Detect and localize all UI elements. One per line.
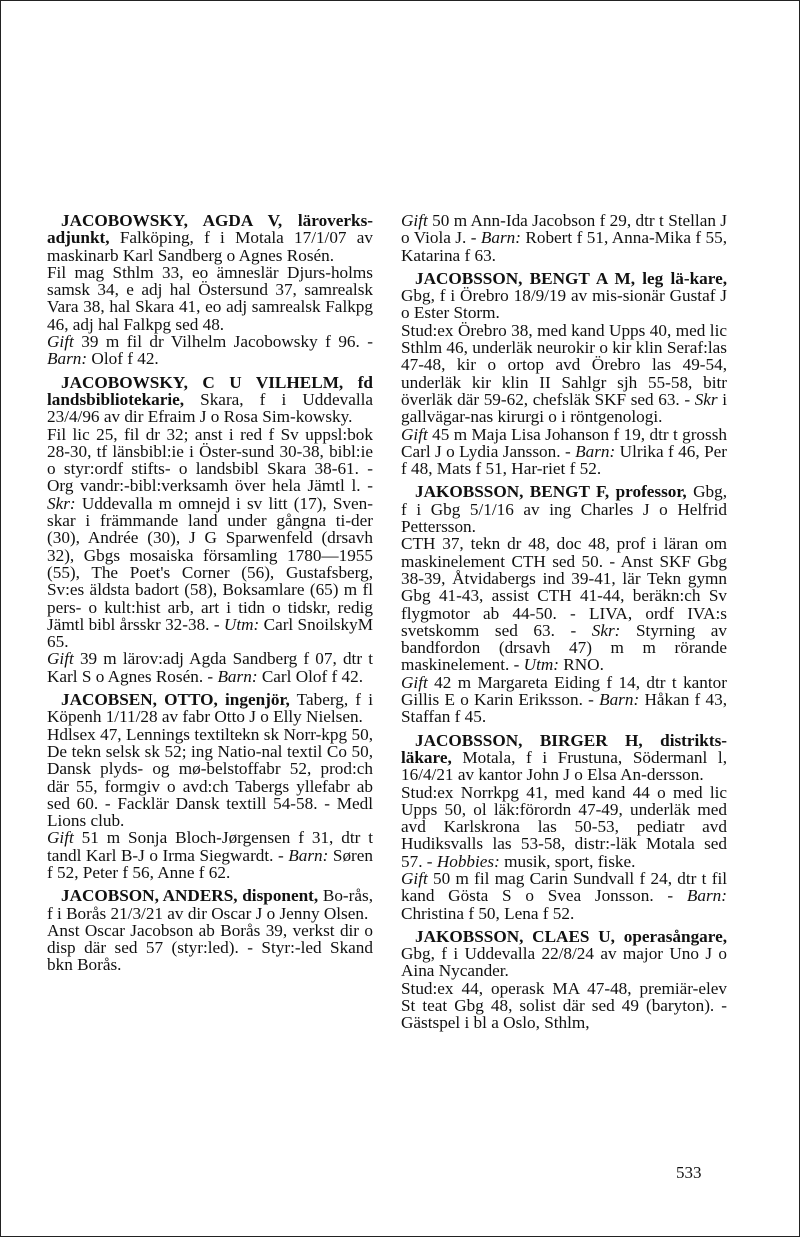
entry-title: läroverks-adjunkt, <box>47 211 373 248</box>
entry-jacobsson-bengt-am <box>401 270 727 478</box>
utm-label: Utm: <box>523 655 559 675</box>
gift-label: Gift <box>47 332 74 352</box>
gift-label: Gift <box>401 424 428 444</box>
barn-label: Barn: <box>599 690 640 710</box>
gift-label: Gift <box>401 211 428 230</box>
entry-body: Fil mag Sthlm 33, eo ämneslär Djurs-holms samsk 34, e adj hal Östersund 37, samrealsk Vara 38, hal Skara 41, eo adj samrealsk Falkpg 46, adj hal Falkpg sed 48. <box>47 262 373 334</box>
skr-label: Skr <box>694 389 718 409</box>
barn-label: Barn: <box>47 349 88 369</box>
entry-body: Stud:ex Örebro 38, med kand Upps 40, med lic Sthlm 46, underläk neurokir o kir klin Seraf:las 47-48, kir o ortop avd Örebro las 49-54, underläk kir klin II Sahlgr sjh 55-58, bitr överläk där 59-62, chefsläk SKF sed 63. - <box>401 320 727 409</box>
entry-barn: Søren f 52, Peter f 56, Anne f 62. <box>47 845 373 882</box>
barn-label: Barn: <box>288 845 329 865</box>
entry-name: JACOBOWSKY, C U VILHELM, <box>61 372 344 392</box>
entry-name: JACOBSON, ANDERS, <box>61 886 238 906</box>
entry-name: JAKOBSSON, CLAES U, <box>415 926 615 946</box>
entry-utm: RNO. <box>563 655 604 675</box>
entry-skr: Styrning av bandfordon (drsavh 47) m m rörande maskinelement. - <box>401 620 728 675</box>
barn-label: Barn: <box>575 441 616 461</box>
entry-name: JACOBOWSKY, AGDA V, <box>61 211 283 230</box>
utm-label: Utm: <box>223 614 260 634</box>
entry-gift: 50 m Ann-Ida Jacobson f 29, dtr t Stellan J o Viola J. - <box>401 211 728 248</box>
entry-title: professor, <box>615 482 687 502</box>
entry-barn: Robert f 51, Anna-Mika f 55, Katarina f 63. <box>401 228 728 265</box>
left-column <box>47 212 373 980</box>
entry-intro: Motala, f i Frustuna, Södermanl l, 16/4/21 av kantor John J o Elsa An-dersson. <box>401 747 727 785</box>
entry-gift: 39 m fil dr Vilhelm Jacobowsky f 96. - <box>81 332 373 352</box>
entry-body: CTH 37, tekn dr 48, doc 48, prof i läran om maskinelement CTH sed 50. - Anst SKF Gbg 38-39, Åtvidabergs ind 39-41, lär Tekn gymn Gbg 41-43, assist CTH 41-44, beräkn:ch Sv flygmotor ab 44-50. - LIVA, ordf IVA:s svetskomm sed 63. - <box>401 534 727 640</box>
entry-utm: Carl SnoilskyM 65. <box>47 614 374 652</box>
entry-barn: Christina f 50, Lena f 52. <box>401 903 575 923</box>
entry-intro: Falköping, f i Motala 17/1/07 av maskinarb Karl Sandberg o Agnes Rosén. <box>47 228 373 265</box>
entry-name: JACOBSEN, OTTO, <box>61 690 218 710</box>
entry-body: Anst Oscar Jacobson ab Borås 39, verkst dir o disp där sed 57 (styr:led). - Styr:-led Skand bkn Borås. <box>47 920 373 975</box>
gift-label: Gift <box>47 828 74 848</box>
entry-title: leg lä-kare, <box>642 268 727 288</box>
entry-jacobsen-otto <box>47 691 373 881</box>
entry-name: JACOBSSON, BENGT A M, <box>415 268 636 288</box>
entry-jakobsson-claes <box>401 928 727 1032</box>
entry-intro: Skara, f i Uddevalla 23/4/96 av dir Efraim J o Rosa Sim-kowsky. <box>47 389 374 427</box>
entry-jacobson-anders-continued <box>401 212 727 264</box>
entry-jacobowsky-vilhelm <box>47 374 373 685</box>
entry-title: disponent, <box>242 886 319 906</box>
entry-gift: 51 m Sonja Bloch-Jørgensen f 31, dtr t tandl Karl B-J o Irma Siegwardt. - <box>47 828 374 865</box>
entry-jakobsson-bengt-f <box>401 483 727 725</box>
entry-gift: 50 m fil mag Carin Sundvall f 24, dtr t fil kand Gösta S o Svea Jonsson. - <box>401 868 728 906</box>
right-column <box>401 212 727 1038</box>
barn-label: Barn: <box>686 886 727 906</box>
gift-label: Gift <box>401 868 428 888</box>
skr-label: Skr: <box>47 493 76 513</box>
entry-body: Stud:ex Norrkpg 41, med kand 44 o med lic Upps 50, ol läk:förordn 47-49, underläk med avd Karlskrona las 50-53, pediatr avd Hudiksvalls las 53-58, distr:-läk Motala sed 57. - <box>401 782 727 871</box>
entry-jacobson-anders <box>47 887 373 973</box>
entry-title: ingenjör, <box>225 690 290 710</box>
barn-label: Barn: <box>217 666 258 686</box>
entry-gift: 39 m lärov:adj Agda Sandberg f 07, dtr t Karl S o Agnes Rosén. - <box>47 649 373 686</box>
entry-intro: Bo-rås, f i Borås 21/3/21 av dir Oscar J o Jenny Olsen. <box>47 886 373 923</box>
entry-intro: Taberg, f i Köpenh 1/11/28 av fabr Otto J o Elly Nielsen. <box>47 690 373 727</box>
entry-body: Hdlsex 47, Lennings textiltekn sk Norr-kpg 50, De tekn selsk sk 52; ing Natio-nal textil Co 50, Dansk plyds- og mø-belstoffabr 52, prod:ch där 55, formgiv o avd:ch Tabergs yllefabr ab sed 60. - Facklär Dansk textill 54-58. - Medl Lions club. <box>47 724 373 831</box>
skr-label: Skr: <box>591 620 621 640</box>
barn-label: Barn: <box>480 228 521 248</box>
entry-barn: Olof f 42. <box>91 349 159 369</box>
entry-gift: 42 m Margareta Eiding f 14, dtr t kantor Gillis E o Karin Eriksson. - <box>401 672 727 710</box>
entry-intro: Gbg, f i Gbg 5/1/16 av ing Charles J o Helfrid Pettersson. <box>401 482 728 537</box>
gift-label: Gift <box>47 649 74 669</box>
entry-title: distrikts-läkare, <box>401 730 727 767</box>
entry-title: fd landsbibliotekarie, <box>47 372 373 409</box>
entry-skr: i gallvägar-nas kirurgi o i röntgenologi. <box>401 389 728 427</box>
entry-intro: Gbg, f i Uddevalla 22/8/24 av major Uno J o Aina Nycander. <box>401 944 727 981</box>
entry-body: Stud:ex 44, operask MA 47-48, premiär-elev St teat Gbg 48, solist där sed 49 (baryton). - Gästspel i bl a Oslo, Sthlm, <box>401 978 727 1033</box>
entry-barn: Carl Olof f 42. <box>261 666 364 686</box>
entry-body: Fil lic 25, fil dr 32; anst i red f Sv uppsl:bok 28-30, tf länsbibl:ie i Öster-sund 30-38, bibl:ie o styr:ordf stifts- o landsbibl Skara 38-61. - Org vandr:-bibl:verksamh över hela Jämtl l. - <box>47 424 373 496</box>
entry-barn: Ulrika f 46, Per f 48, Mats f 51, Har-riet f 52. <box>401 441 728 479</box>
entry-title: operasångare, <box>623 926 727 946</box>
entry-name: JACOBSSON, BIRGER H, <box>415 730 643 750</box>
entry-barn: Håkan f 43, Staffan f 45. <box>401 690 728 727</box>
entry-gift: 45 m Maja Lisa Johanson f 19, dtr t grossh Carl J o Lydia Jansson. - <box>401 424 727 461</box>
hobbies-label: Hobbies: <box>436 851 500 871</box>
entry-hobbies: musik, sport, fiske. <box>504 851 636 871</box>
gift-label: Gift <box>401 672 428 692</box>
entry-jacobsson-birger <box>401 732 727 922</box>
entry-intro: Gbg, f i Örebro 18/9/19 av mis-sionär Gustaf J o Ester Storm. <box>401 286 727 323</box>
entry-skr: Uddevalla m omnejd i sv litt (17), Sven-skar i främmande land under gångna ti-der (30), Andrée (30), J G Sparwenfeld (drsavh 32), Gbgs mosaiska församling 1780—1955 (55), The Poet's Corner (56), Gustafsberg, Sv:es äldsta badort (58), Boksamlare (65) m fl pers- o kult:hist arb, art i tidn o tidskr, redig Jämtl bibl årsskr 32-38. - <box>47 493 373 634</box>
entry-jacobowsky-agda <box>47 212 373 368</box>
entry-name: JAKOBSSON, BENGT F, <box>415 482 610 502</box>
page-number: 533 <box>676 1163 702 1182</box>
